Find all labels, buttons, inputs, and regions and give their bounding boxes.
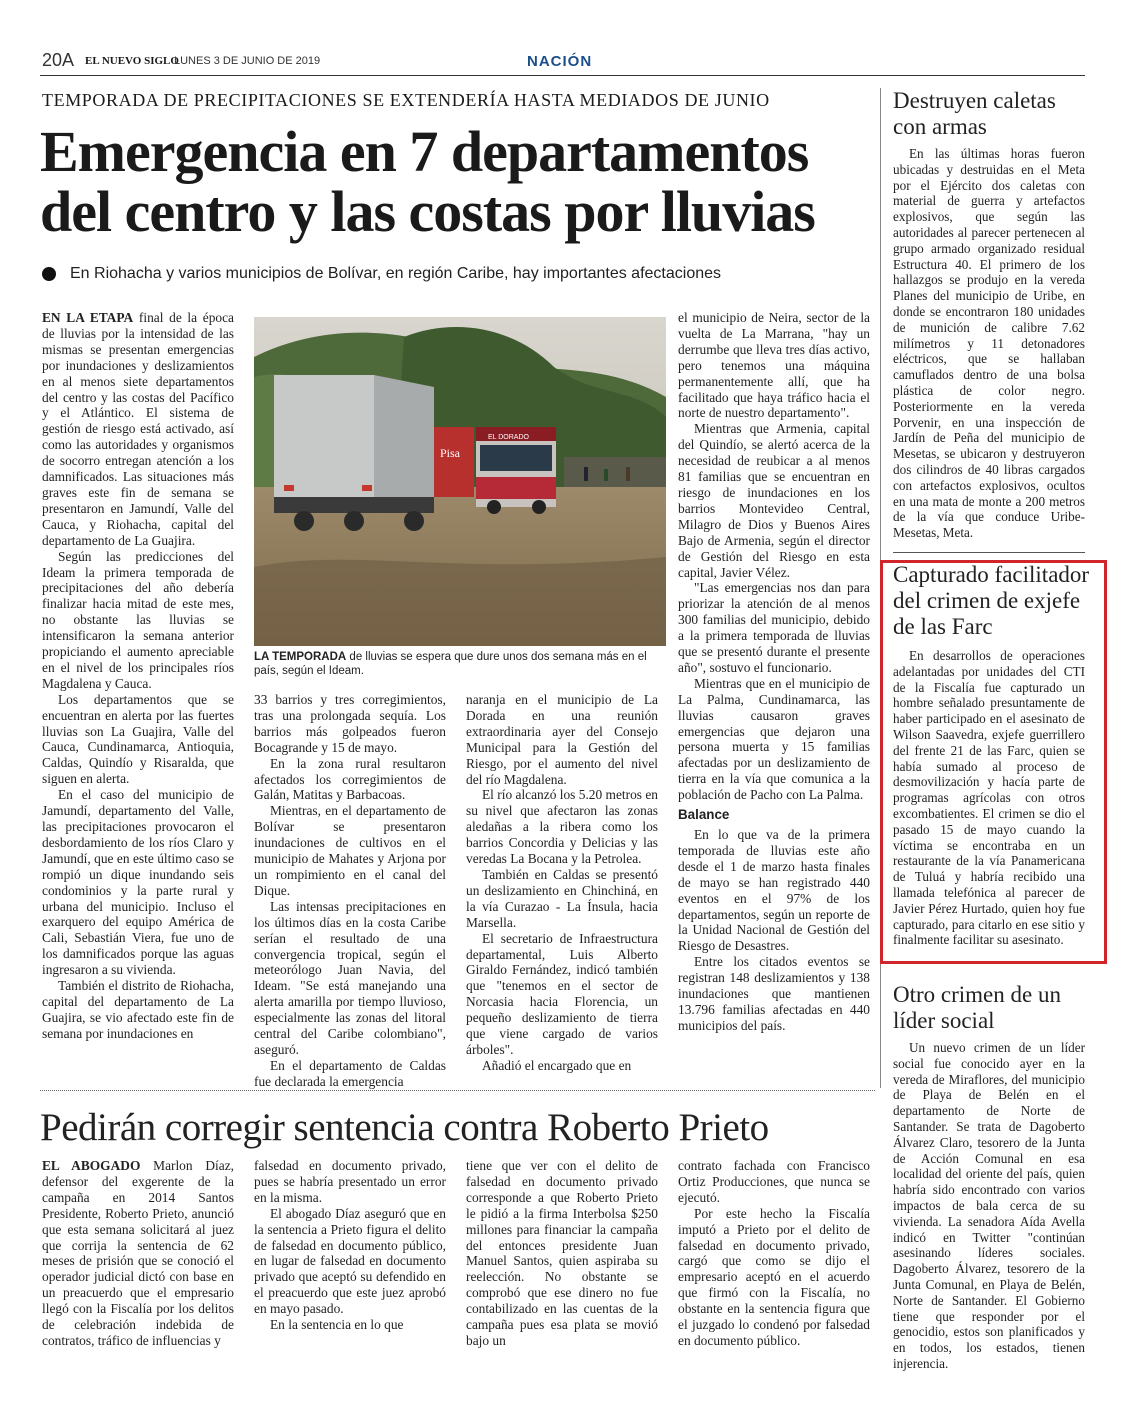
paragraph: Mientras que Armenia, capital del Quindío, se alertó acerca de la necesidad de reubicar a al menos 81 familias que se encuentran en riesgo de inundaciones en los barrios Montevideo Central, Milagro de Dios y Buenos Aires Bajo de Armenia, según el director de Gestión del Riesgo en esta capital, Javier Vélez. [678, 421, 870, 580]
paragraph: "Las emergencias nos dan para priorizar la atención de al menos 300 familias del municipio, debido a la primera temporada de lluvias que se presentó durante el presente año", sostuvo el funcionario. [678, 580, 870, 675]
section-subhead-balance: Balance [678, 807, 730, 823]
paragraph: En lo que va de la primera temporada de lluvias este año desde el 1 de marzo hasta finales de mayo se han registrado 440 eventos en el 97% de los departamentos, según un reporte de la Unidad Nacional de Gestión del Riesgo de Desastres. [678, 827, 870, 954]
issue-date: LUNES 3 DE JUNIO DE 2019 [174, 55, 321, 67]
second-column-1: EL ABOGADO Marlon Díaz, defensor del exgerente de la campaña en 2014 Santos Presidente, Roberto Prieto, anunció que esta semana solicitará al juez que corrija la sentencia de 62 meses de prisión que se conoció el operador judicial dictó con base en un preacuerdo que el empresario llegó con la Fiscalía por los delitos de celebración indebida de contratos, tráfico de influencias y [42, 1158, 234, 1348]
caption-text: de lluvias se espera que dure unos dos semana más en el país, según el Ideam. [254, 651, 647, 677]
sidebar-story-1-title: Destruyen caletas con armas [893, 88, 1056, 139]
header-rule [40, 75, 1085, 76]
paragraph: El río alcanzó los 5.20 metros en su nivel que afectaron las zonas aledañas a la ribera como los barrios Concordia y Delicias y las veredas La Bocana y la Petrolea. [466, 787, 658, 867]
paper-name: EL NUEVO SIGLO [85, 55, 179, 67]
article-separator [40, 1090, 875, 1091]
paragraph: También el distrito de Riohacha, capital del departamento de La Guajira, se vio afectado este fin de semana por inundaciones en [42, 978, 234, 1041]
paragraph: naranja en el municipio de La Dorada en una reunión extraordinaria ayer del Consejo Municipal para la Gestión del Riesgo, por el aumento del nivel del río Magdalena. [466, 692, 658, 787]
paragraph: Añadió el encargado que en [482, 1057, 632, 1073]
article-subhead [42, 265, 721, 283]
photo-caption [254, 650, 666, 678]
sidebar-story-2-body: En desarrollos de operaciones adelantadas por unidades del CTI de la Fiscalía fue capturado un hombre señalado presuntamente de haber participado en el asesinato de Wilson Saavedra, exjefe guerrillero del frente 21 de las Farc, quien se había sumado al proceso de desmovilización y hacía parte de programas agrícolas con otros excombatientes. El crimen se dio el pasado 15 de mayo cuando la víctima se encontraba en un restaurante de la vía Panamericana de Tuluá y habría recibido una llamada telefónica al parecer de Javier Pérez Hurtado, quien hoy fue capturado, para citarlo en ese sitio y finalmente facilitar su asesinato. [893, 648, 1085, 948]
paragraph: Mientras que en el municipio de La Palma, Cundinamarca, las lluvias causaron graves emergencias que dejaron una persona muerta y 15 familias afectadas por un deslizamiento de tierra en la vía que comunica a la población de Pacho con La Palma. [678, 675, 870, 803]
paragraph: Las intensas precipitaciones en los últimos días en la costa Caribe serían el resultado de una convergencia tropical, según el meteorólogo Juan Navia, del Ideam. "Se está manejando una alerta amarilla por tiempo lluvioso, especialmente las zonas del litoral central del Caribe colombiano", aseguró. [254, 898, 446, 1057]
paragraph: En el departamento de Caldas fue declarada la emergencia [254, 1057, 446, 1089]
second-column-2 [254, 1158, 446, 1358]
paragraph: falsedad en documento privado, pues se habría presentado un error en la misma. [254, 1158, 446, 1205]
bus-brand-text: Pisa [440, 446, 461, 460]
caption-lead: LA TEMPORADA [254, 651, 347, 663]
article-kicker: TEMPORADA DE PRECIPITACIONES SE EXTENDERÍA HASTA MEDIADOS DE JUNIO [42, 90, 770, 110]
paragraph: Los departamentos que se encuentran en alerta por las fuertes lluvias son La Guajira, Valle del Cauca, Cundinamarca, Antioquia, Caldas, Quindío y Risaralda, que siguen en alerta. [42, 691, 234, 787]
main-column-3 [466, 692, 658, 1085]
sidebar-story-3-title: Otro crimen de un líder social [893, 982, 1061, 1033]
lead-in: EN LA ETAPA [42, 310, 134, 325]
trucks-in-mud-image [254, 317, 666, 646]
page-number: 20A [42, 50, 75, 70]
paragraph: Según las predicciones del Ideam la primera temporada de precipitaciones del año debería finalizar hacia mitad de este mes, no obstante las lluvias se intensificaron la semana anterior propiciando el aumento apreciable en el nivel de los principales ríos Magdalena y Cauca. [42, 548, 234, 691]
paragraph: En la zona rural resultaron afectados los corregimientos de Galán, Matitas y Barbacoas. [254, 755, 446, 803]
sidebar-story-1-body: En las últimas horas fueron ubicadas y destruidas en el Meta por el Ejército dos caletas con material de guerra y artefactos explosivos, que según las autoridades al parecer pertenecen al grupo armado organizado residual Estructura 40. El primero de los hallazgos se produjo en la vereda Planes del municipio de Uribe, en donde se encontraron 180 unidades de munición de calibre 7.62 milímetros y 11 detonadores eléctricos, que se hallaban camuflados dentro de una bolsa plástica de color negro. Posteriormente en la vereda Porvenir, en una inspección de Jardín de Peña del municipio de Mesetas, se ubicaron y destruyeron dos cilindros de 40 libras cargados con artefactos explosivos, ocultos en una mata de monte a 200 metros de la vía que conduce Uribe- Mesetas, Meta. [893, 146, 1085, 541]
bus-name-text: EL DORADO [488, 434, 529, 441]
paragraph: Entre los citados eventos se registran 148 deslizamientos y 138 inundaciones que mantienen 13.796 familias afectadas en 440 municipios del país. [678, 954, 870, 1033]
headline-line-1: Emergencia en 7 departamentos [40, 119, 809, 184]
paragraph: También en Caldas se presentó un deslizamiento en Chinchiná, en la vía Curazao - La Ínsula, hacia Marsella. [466, 866, 658, 930]
sidebar-story-3-body: Un nuevo crimen de un líder social fue conocido ayer en la vereda de Miraflores, del municipio de Playa de Belén en el departamento de Norte de Santander. Se trata de Dagoberto Álvarez Claro, tesorero de la Junta de Acción Comunal en esa localidad del oriente del país, quien habría sido encontrado con varios impactos de bala cerca de su vivienda. La senadora Aída Avella indicó en Twitter "continúan asesinando líderes sociales. Dagoberto Álvarez, tesorero de la Junta Comunal, en Playa de Belén, Norte de Santander. El Gobierno tiene que responder por el genocidio, estos son planificados y en todos, los estados, tienen injerencia. [893, 1040, 1085, 1371]
paragraph: Mientras, en el departamento de Bolívar se presentaron inundaciones de cultivos en el municipio de Mahates y Arjona por un rompimiento en el canal del Dique. [254, 803, 446, 898]
paragraph: 33 barrios y tres corregimientos, tras una prolongada sequía. Los barrios más golpeados fueron Bocagrande y 15 de mayo. [254, 692, 446, 755]
second-article-headline: Pedirán corregir sentencia contra Roberto Prieto [40, 1106, 769, 1149]
main-column-2 [254, 692, 446, 1089]
subhead-text: En Riohacha y varios municipios de Bolívar, en región Caribe, hay importantes afectaciones [70, 265, 722, 282]
main-column-4 [678, 310, 870, 1085]
sidebar-story-2-title: Capturado facilitador del crimen de exjefe de las Farc [893, 562, 1090, 639]
paragraph: contrato fachada con Francisco Ortiz Producciones, que nunca se ejecutó. [678, 1158, 870, 1205]
main-column-1 [42, 310, 234, 1085]
lead-in: EL ABOGADO [42, 1158, 141, 1173]
sidebar-rule-1 [893, 552, 1085, 553]
paragraph: EN LA ETAPA final de la época de lluvias por la intensidad de las mismas se presentan emergencias por inundaciones y deslizamientos en al menos siete departamentos del centro y las costas del Pacífico y el Atlántico. El sistema de gestión de riesgo está activado, así como las autoridades y organismos de socorro entregan atención a los damnificados. Las situaciones más graves este fin de semana se presentaron en Jamundí, Valle del Cauca, y Riohacha, capital del departamento de La Guajira. [42, 310, 234, 548]
paragraph: Por este hecho la Fiscalía imputó a Prieto por el delito de falsedad en documento privado, cargó que como se dijo el empresario aceptó en el acuerdo que firmó con la Fiscalía, no obstante en la sentencia figura que el juzgado lo condenó por falsedad en documento público. [678, 1205, 870, 1348]
bullet-icon [42, 267, 56, 281]
paragraph: El secretario de Infraestructura departamental, Luis Alberto Giraldo Fernández, indicó también que "tenemos en el sector de Norcasia hacia Florencia, un pequeño deslizamiento de tierra que viene cargado de varios árboles". [466, 930, 658, 1057]
paragraph: tiene que ver con el delito de falsedad en documento privado corresponde a que Roberto Prieto le pidió a la firma Interbolsa $250 millones para financiar la campaña del entonces presidente Juan Manuel Santos, quien aspiraba su reelección. No obstante se comprobó que ese dinero no fue contabilizado en las cuentas de la campaña pues esa plata se movió bajo un [466, 1158, 658, 1348]
paragraph: El abogado Díaz aseguró que en la sentencia a Prieto figura el delito de falsedad en documento público, en lugar de falsedad en documento privado que aceptó su defendido en el preacuerdo que este juez aprobó en mayo pasado. [254, 1205, 446, 1317]
paragraph: el municipio de Neira, sector de la vuelta de La Marrana, "hay un derrumbe que lleva tres días activo, pero tenemos una máquina permanentemente allí, que ha facilitado que haya tráfico hacia el norte de nuestro departamento". [678, 310, 870, 421]
article-headline [40, 119, 860, 244]
article-photo [254, 317, 666, 646]
second-column-3 [466, 1158, 658, 1358]
second-column-4 [678, 1158, 870, 1358]
section-label: NACIÓN [527, 53, 593, 70]
paragraph: En el caso del municipio de Jamundí, departamento del Valle, las precipitaciones provocaron el desbordamiento de los ríos Claro y Jamundí, que en este último caso se rompió un dique inundando seis condominios y la parte rural y urbana del municipio. Incluso el exarquero del equipo América de Cali, Sebastián Viera, fue uno de los damnificados porque las aguas ingresaron a su vivienda. [42, 787, 234, 978]
paragraph: En la sentencia en lo que [270, 1317, 404, 1333]
headline-line-2: del centro y las costas por lluvias [40, 179, 815, 244]
